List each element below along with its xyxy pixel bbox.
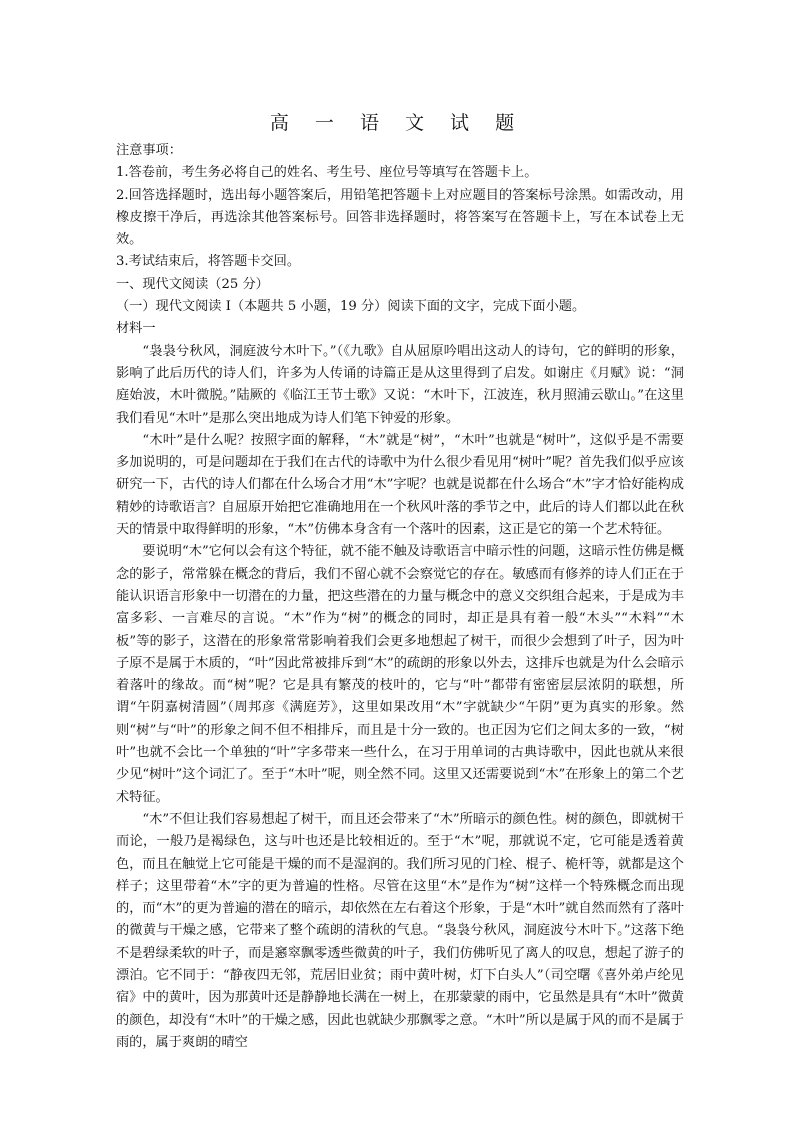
section-heading: 一、现代文阅读（25 分） [116,276,269,292]
note-item-1: 1.答卷前，考生务必将自己的姓名、考生号、座位号等填写在答题卡上。 [116,165,538,181]
paragraph-4: “木”不但让我们容易想起了树干，而且还会带来了“木”所暗示的颜色性。树的颜色，即就树干而论，一般乃是褐绿色，这与叶也还是比较相近的。至于“木”呢，那就说不定，它可能是透着黄色，而且在触觉上它可能是干燥的而不是湿润的。我们所习见的门栓、棍子、桅杆等，就都是这个样子；这里带着“木”字的更为普遍的性格。尽管在这里“木”是作为“树”这样一个特殊概念而出现的，而“木”的更为普遍的潜在的暗示，却依然在左右着这个形象，于是“木叶”就自然而然有了落叶的微黄与干燥之感，它带来了整个疏朗的清秋的气息。“袅袅兮秋风，洞庭波兮木叶下。”这落下绝不是碧绿柔软的叶子，而是窸窣飘零透些微黄的叶子，我们仿佛听见了离人的叹息，想起了游子的漂泊。它不同于：“静夜四无邻，荒居旧业贫；雨中黄叶树，灯下白头人”（司空曙《喜外弟卢纶见宿》中的黄叶，因为那黄叶还是静静地长满在一树上，在那蒙蒙的雨中，它虽然是具有“木叶”微黄的颜色，却没有“木叶”的干燥之感，因此也就缺少那飘零之意。“木叶”所以是属于风的而不是属于雨的，属于爽朗的晴空 [116,811,684,1050]
note-item-2: 2.回答选择题时，选出每小题答案后，用铅笔把答题卡上对应题目的答案标号涂黑。如需改动，用橡皮擦干净后，再选涂其他答案标号。回答非选择题时，将答案写在答题卡上，写在本试卷上无效。 [116,187,684,248]
paragraph-2: “木叶”是什么呢？按照字面的解释，“木”就是“树”，“木叶”也就是“树叶”，这似乎是不需要多加说明的，可是问题却在于我们在古代的诗歌中为什么很少看见用“树叶”呢？首先我们似乎应该研究一下，古代的诗人们都在什么场合才用“木”字呢？也就是说都在什么场合“木”字才恰好能构成精妙的诗歌语言？自屈原开始把它准确地用在一个秋风叶落的季节之中，此后的诗人们都以此在秋天的情景中取得鲜明的形象，“木”仿佛本身含有一个落叶的因素，这正是它的第一个艺术特征。 [116,432,684,538]
notes-heading: 注意事项： [116,143,182,158]
document-body [116,140,684,1054]
page-title: 高 一 语 文 试 题 [269,112,525,134]
note-item-3: 3.考试结束后，将答题卡交回。 [116,254,301,270]
paragraph-3: 要说明“木”它何以会有这个特征，就不能不触及诗歌语言中暗示性的问题，这暗示性仿佛是概念的影子，常常躲在概念的背后，我们不留心就不会察觉它的存在。敏感而有修养的诗人们正在于能认识语言形象中一切潜在的力量，把这些潜在的力量与概念中的意义交织组合起来，于是成为丰富多彩、一言难尽的言说。“木”作为“树”的概念的同时，却正是具有着一般“木头”“木料”“木板”等的影子，这潜在的形象常常影响着我们会更多地想起了树干，而很少会想到了叶子，因为叶子原不是属于木质的，“叶”因此常被排斥到“木”的疏朗的形象以外去，这排斥也就是为什么会暗示着落叶的缘故。而“树”呢？它是具有繁茂的枝叶的，它与“叶”都带有密密层层浓阴的联想，所谓“午阴嘉树清圆”（周邦彦《满庭芳》，这里如果改用“木”字就缺少“午阴”更为真实的形象。然则“树”与“叶”的形象之间不但不相排斥，而且是十分一致的。也正因为它们之间太多的一致，“树叶”也就不会比一个单独的“叶”字多带来一些什么，在习于用单词的古典诗歌中，因此也就从来很少见“树叶”这个词汇了。至于“木叶”呢，则全然不同。这里又还需要说到“木”在形象上的第二个艺术特征。 [116,544,684,805]
material-label: 材料一 [116,321,156,337]
paragraph-1: “袅袅兮秋风，洞庭波兮木叶下。”（《九歌》自从屈原吟唱出这动人的诗句，它的鲜明的形象，影响了此后历代的诗人们，许多为人传诵的诗篇正是从这里得到了启发。如谢庄《月赋》说：“洞庭始波，木叶微脱。”陆厥的《临江王节士歌》又说：“木叶下，江波连，秋月照浦云歇山。”在这里我们看见“木叶”是那么突出地成为诗人们笔下钟爱的形象。 [116,343,684,426]
subsection-heading: （一）现代文阅读 I（本题共 5 小题，19 分）阅读下面的文字，完成下面小题。 [116,299,586,315]
